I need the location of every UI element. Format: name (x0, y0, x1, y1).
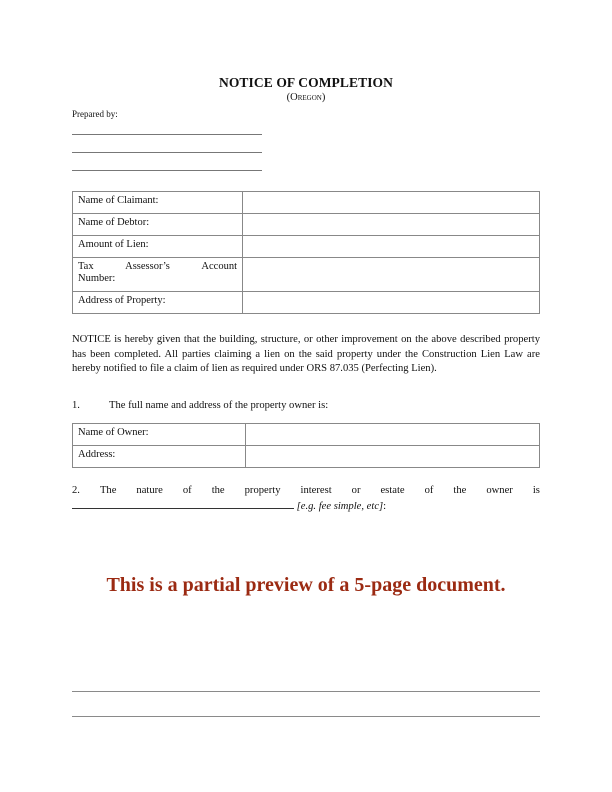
tax-account-label-word: Assessor’s (125, 261, 170, 272)
debtor-label: Name of Debtor: (73, 214, 243, 236)
item-2-word: of (182, 485, 192, 496)
item-1 (72, 399, 540, 414)
item-2-word: estate (380, 485, 405, 496)
tax-account-field[interactable] (243, 258, 540, 292)
table-row (73, 192, 540, 214)
estate-interest-blank[interactable] (72, 498, 294, 509)
owner-address-label: Address: (73, 446, 246, 468)
lien-amount-label: Amount of Lien: (73, 236, 243, 258)
item-2-word: the (211, 485, 225, 496)
item-2-number: 2. (72, 485, 80, 496)
tax-account-label-line2: Number: (78, 273, 116, 284)
claim-table (72, 191, 540, 314)
debtor-field[interactable] (243, 214, 540, 236)
tax-account-label (73, 258, 243, 292)
owner-address-field[interactable] (246, 446, 540, 468)
table-row (73, 424, 540, 446)
item-2-word: owner (486, 485, 513, 496)
item-1-number: 1. (72, 400, 80, 411)
table-row (73, 292, 540, 314)
tax-account-label-word: Account (201, 261, 237, 272)
item-2-word: or (351, 485, 361, 496)
prepared-by-label: Prepared by: (72, 109, 118, 119)
owner-name-field[interactable] (246, 424, 540, 446)
item-2-word: of (424, 485, 434, 496)
claimant-label: Name of Claimant: (73, 192, 243, 214)
prepared-by-line-1[interactable] (72, 134, 262, 135)
estate-interest-hint: [e.g. fee simple, etc] (296, 501, 384, 512)
property-address-field[interactable] (243, 292, 540, 314)
item-2-word: nature (136, 485, 163, 496)
table-row (73, 214, 540, 236)
item-2-word: the (453, 485, 467, 496)
notice-paragraph: NOTICE is hereby given that the building, structure, or other improvement on the above described property has been completed. All parties claiming a lien on the said property under the Construction Lien Law are hereby notified to file a claim of lien as required under ORS 87.035 (Perfecting Lien). (72, 334, 540, 374)
table-row (73, 236, 540, 258)
owner-name-label: Name of Owner: (73, 424, 246, 446)
prepared-by-line-2[interactable] (72, 152, 262, 153)
item-2-word: property (244, 485, 281, 496)
property-address-label: Address of Property: (73, 292, 243, 314)
table-row (73, 446, 540, 468)
document-title: NOTICE OF COMPLETION (218, 75, 393, 90)
item-1-text: The full name and address of the property owner is: (109, 400, 329, 411)
blank-line-1[interactable] (72, 691, 540, 692)
prepared-by-line-3[interactable] (72, 170, 262, 171)
item-2 (72, 484, 540, 514)
item-2-word: interest (300, 485, 332, 496)
lien-amount-field[interactable] (243, 236, 540, 258)
table-row (73, 258, 540, 292)
claimant-field[interactable] (243, 192, 540, 214)
item-2-suffix: : (383, 501, 387, 512)
item-2-word: The (99, 485, 117, 496)
blank-line-2[interactable] (72, 716, 540, 717)
owner-table (72, 423, 540, 468)
preview-notice: This is a partial preview of a 5-page document. (106, 574, 506, 596)
item-2-word: is (532, 485, 540, 496)
tax-account-label-word: Tax (78, 261, 94, 272)
document-subtitle: (Oregon) (286, 92, 326, 103)
